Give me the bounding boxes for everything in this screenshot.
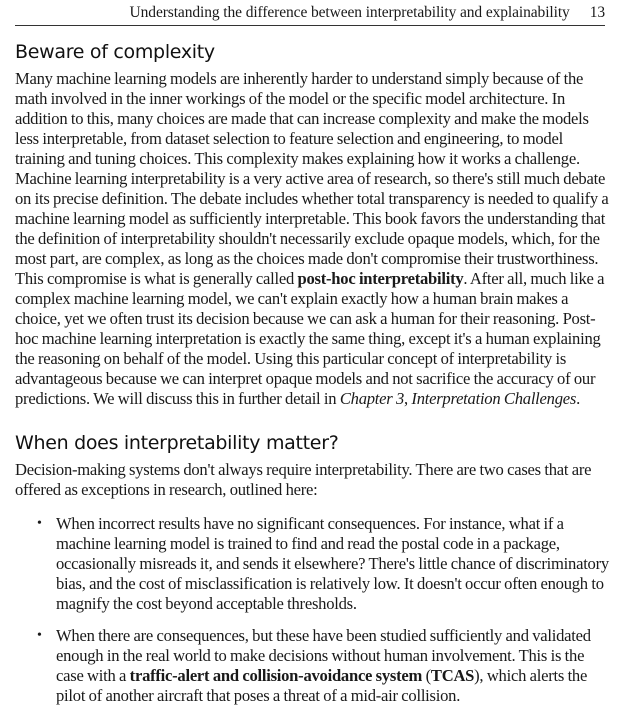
body-paragraph (15, 69, 610, 409)
section-beware-of-complexity (15, 40, 610, 409)
intro-paragraph: Decision-making systems don't always require interpretability. There are two cases that are offered as exceptions in research, outlined here: (15, 460, 592, 499)
separator: , (404, 389, 412, 408)
section-heading: When does interpretability matter? (15, 432, 339, 454)
paragraph-text: . After all, much like a complex machine learning model, we can't explain exactly how a human brain makes a choice, yet we often trust its decision because we can ask a human for their reasoning. Post-hoc machine learning interpretation is exactly the same thing, except it's a human explaining the reasoning on behalf of the model. Using this particular concept of interpretability is advantageous because we can interpret opaque models and not sacrifice the accuracy of our predictions. We will discuss this in further detail in (15, 269, 605, 408)
bold-acronym: TCAS (430, 666, 475, 685)
bold-term: traffic-alert and collision-avoidance system (129, 666, 423, 685)
list-item-text: When incorrect results have no significant consequences. For instance, what if a machine learning model is trained to find and read the postal code in a package, occasionally misreads it, and sends it elsewhere? There's little chance of discriminatory bias, and the cost of misclassification is relatively low. It doesn't occur often enough to magnify the cost beyond acceptable thresholds. (56, 514, 609, 613)
bold-term: post-hoc interpretability (297, 269, 464, 288)
list-text: When there are consequences, but these have been studied sufficiently and validated enough in the real world to make decisions without human involvement. This is the case with a (56, 626, 591, 685)
paren-open: ( (422, 666, 431, 685)
list-text: ), which alerts the pilot of another aircraft that poses a threat of a mid-air collision. (56, 666, 588, 705)
bullet-icon: • (37, 628, 42, 643)
bullet-list (15, 514, 610, 706)
bullet-icon: • (37, 516, 42, 531)
section-when-does-interpretability-matter (15, 431, 610, 706)
paragraph-end: . (576, 389, 580, 408)
list-item-text (56, 626, 610, 706)
list-item (15, 626, 610, 706)
paragraph-text: Many machine learning models are inherently harder to understand simply because of the math involved in the inner workings of the model or the specific model architecture. In addition to this, many choices are made that can increase complexity and make the models less interpretable, from dataset selection to feature selection and engineering, to model training and tuning choices. This complexity makes explaining how it works a challenge. Machine learning interpretability is a very active area of research, so there's still much debate on its precise definition. The debate includes whether total transparency is needed to qualify a machine learning model as sufficiently interpretable. This book favors the understanding that the definition of interpretability shouldn't necessarily exclude opaque models, which, for the most part, are complex, as long as the choices made don't compromise their trustworthiness. This compromise is what is generally called (15, 69, 609, 288)
list-item (15, 514, 610, 614)
chapter-reference: Chapter 3 (339, 389, 405, 408)
chapter-title-reference: Interpretation Challenges (411, 389, 577, 408)
section-heading: Beware of complexity (15, 41, 215, 63)
running-header (15, 3, 605, 26)
running-header-title: Understanding the difference between interpretability and explainability (129, 4, 570, 21)
page-content (15, 40, 610, 718)
page-number: 13 (589, 4, 605, 21)
